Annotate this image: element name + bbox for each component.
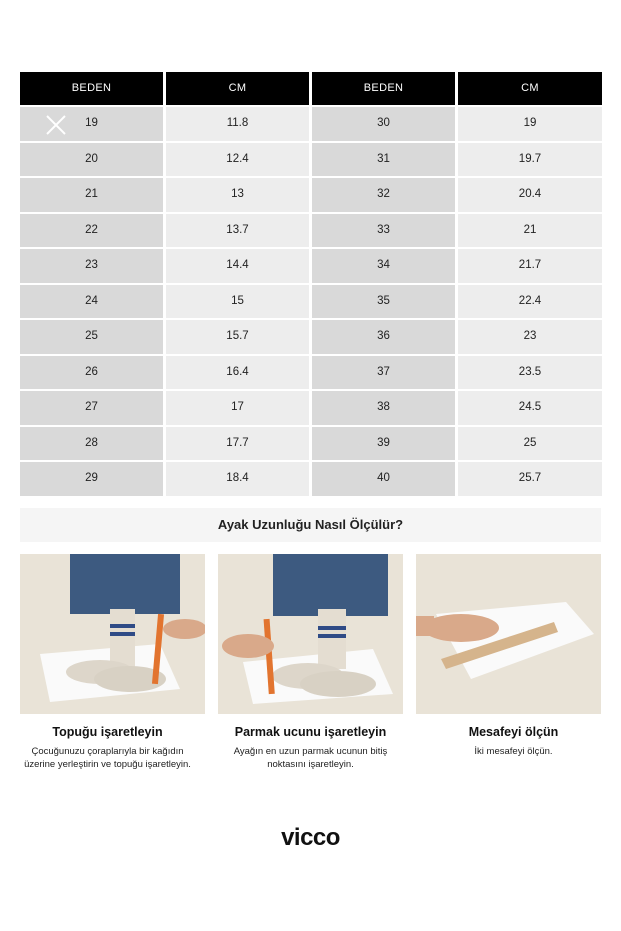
table-row xyxy=(20,178,601,212)
step-description: İki mesafeyi ölçün. xyxy=(474,746,553,757)
beden-cell: 39 xyxy=(312,427,455,461)
step-measure xyxy=(416,725,611,771)
cm-cell: 24.5 xyxy=(458,391,602,425)
cm-cell: 17.7 xyxy=(166,427,309,461)
cm-cell: 13.7 xyxy=(166,214,309,248)
guide-steps xyxy=(10,725,611,771)
step-heel xyxy=(10,725,205,771)
beden-cell: 38 xyxy=(312,391,455,425)
cm-cell: 12.4 xyxy=(166,143,309,177)
step-title: Topuğu işaretleyin xyxy=(52,725,163,739)
table-row xyxy=(20,391,601,425)
table-row xyxy=(20,356,601,390)
beden-cell: 23 xyxy=(20,249,163,283)
size-table-header xyxy=(20,72,601,105)
header-cm: CM xyxy=(458,72,602,105)
guide-photos xyxy=(20,554,601,714)
beden-cell: 22 xyxy=(20,214,163,248)
cm-cell: 23 xyxy=(458,320,602,354)
cm-cell: 11.8 xyxy=(166,107,309,141)
table-row xyxy=(20,462,601,496)
photo-mark-toe xyxy=(218,554,403,714)
beden-cell: 21 xyxy=(20,178,163,212)
step-description: Ayağın en uzun parmak ucunun bitiş noktasını işaretleyin. xyxy=(233,746,388,770)
cm-cell: 23.5 xyxy=(458,356,602,390)
cm-cell: 17 xyxy=(166,391,309,425)
beden-cell: 32 xyxy=(312,178,455,212)
cm-cell: 19.7 xyxy=(458,143,602,177)
cm-cell: 15 xyxy=(166,285,309,319)
beden-cell: 28 xyxy=(20,427,163,461)
beden-cell: 19 xyxy=(20,107,163,141)
table-row xyxy=(20,249,601,283)
table-row xyxy=(20,143,601,177)
cm-cell: 21 xyxy=(458,214,602,248)
close-icon[interactable] xyxy=(45,114,67,136)
table-row xyxy=(20,427,601,461)
beden-cell: 29 xyxy=(20,462,163,496)
header-cm: CM xyxy=(166,72,309,105)
beden-cell: 37 xyxy=(312,356,455,390)
beden-cell: 24 xyxy=(20,285,163,319)
table-row xyxy=(20,214,601,248)
guide-title: Ayak Uzunluğu Nasıl Ölçülür? xyxy=(20,508,601,542)
beden-cell: 36 xyxy=(312,320,455,354)
cm-cell: 21.7 xyxy=(458,249,602,283)
photo-mark-heel xyxy=(20,554,205,714)
header-beden: BEDEN xyxy=(312,72,455,105)
size-table xyxy=(20,72,601,498)
cm-cell: 25.7 xyxy=(458,462,602,496)
table-row xyxy=(20,320,601,354)
beden-cell: 27 xyxy=(20,391,163,425)
cm-cell: 18.4 xyxy=(166,462,309,496)
beden-cell: 30 xyxy=(312,107,455,141)
beden-cell: 33 xyxy=(312,214,455,248)
size-table-body xyxy=(20,107,601,496)
step-toe xyxy=(208,725,413,771)
photo-measure xyxy=(416,554,601,714)
beden-cell: 20 xyxy=(20,143,163,177)
step-description: Çocuğunuzu çoraplarıyla bir kağıdın üzerine yerleştirin ve topuğu işaretleyin. xyxy=(24,746,191,770)
cm-cell: 22.4 xyxy=(458,285,602,319)
cm-cell: 15.7 xyxy=(166,320,309,354)
beden-cell: 26 xyxy=(20,356,163,390)
beden-cell: 34 xyxy=(312,249,455,283)
table-row xyxy=(20,285,601,319)
step-title: Parmak ucunu işaretleyin xyxy=(234,725,387,739)
cm-cell: 14.4 xyxy=(166,249,309,283)
step-title: Mesafeyi ölçün xyxy=(468,725,559,739)
header-beden: BEDEN xyxy=(20,72,163,105)
beden-cell: 25 xyxy=(20,320,163,354)
beden-cell: 35 xyxy=(312,285,455,319)
cm-cell: 13 xyxy=(166,178,309,212)
brand-logo: vicco xyxy=(281,824,340,851)
table-row xyxy=(20,107,601,141)
beden-cell: 40 xyxy=(312,462,455,496)
beden-cell: 31 xyxy=(312,143,455,177)
cm-cell: 19 xyxy=(458,107,602,141)
cm-cell: 25 xyxy=(458,427,602,461)
cm-cell: 16.4 xyxy=(166,356,309,390)
cm-cell: 20.4 xyxy=(458,178,602,212)
